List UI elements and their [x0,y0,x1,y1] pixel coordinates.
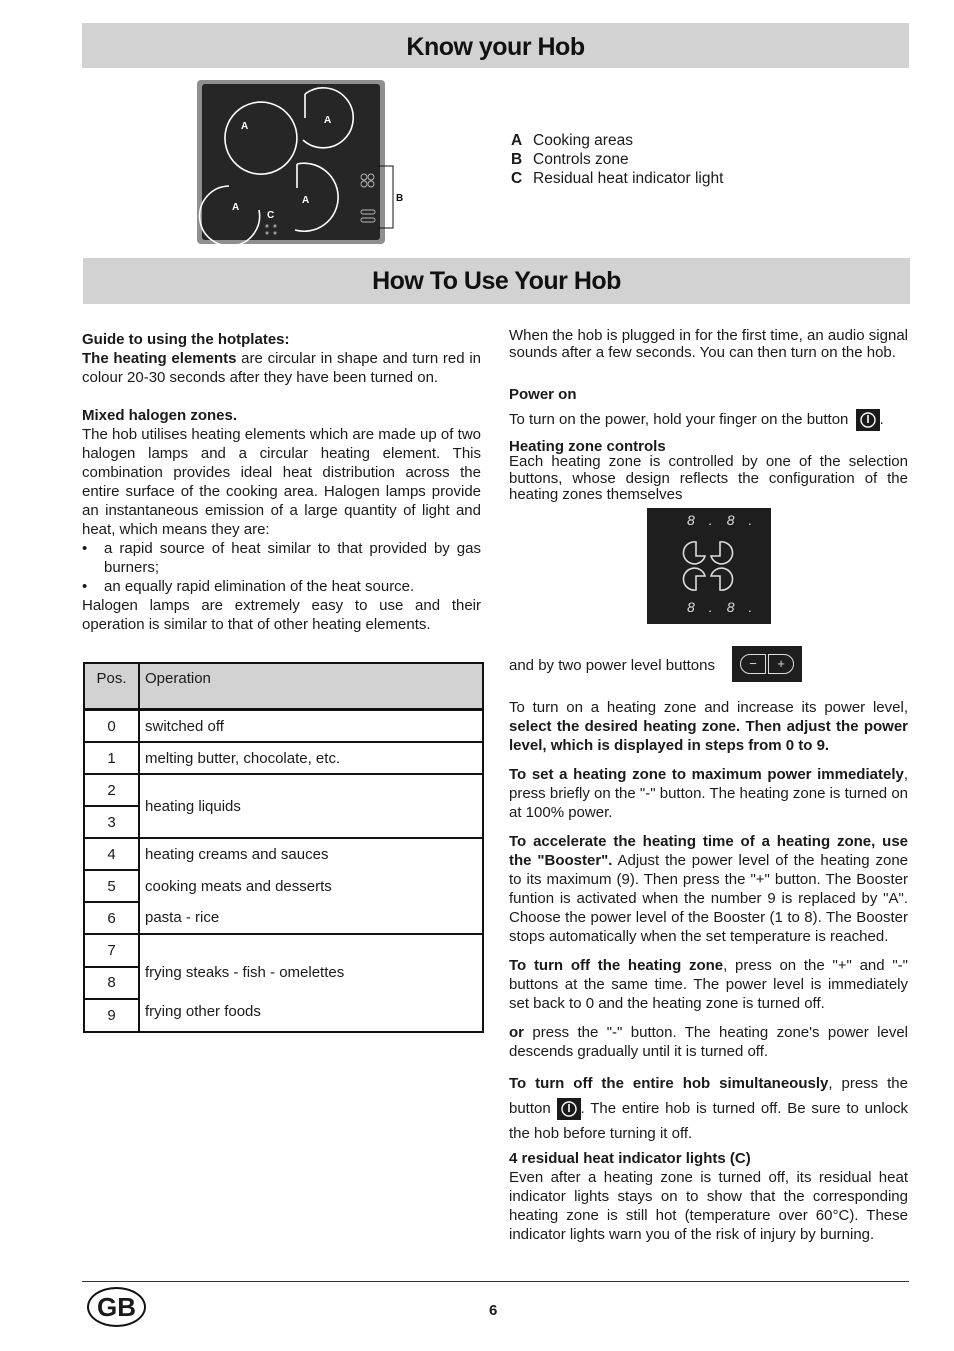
hob-label-a4: A [302,195,310,206]
turn-on-paragraph: To turn on a heating zone and increase its power level, select the desired heating zone. Then adjust the power level, which is displayed in steps from 0 to 9. [509,699,908,754]
hob-label-b: B [396,193,404,204]
turn-off-hob-paragraph: To turn off the entire hob simultaneously, press the button . The entire hob is turned off. Be sure to unlock the hob before turning it off. [509,1075,908,1142]
table-cell-op: cooking meats and desserts [139,870,483,902]
residual-title: 4 residual heat indicator lights (C) [509,1150,751,1167]
legend-item-b: B Controls zone [511,151,629,168]
power-buttons-text: and by two power level buttons [509,657,715,674]
max-power-paragraph: To set a heating zone to maximum power immediately, press briefly on the "-" button. The heating zone is turned on at 100% power. [509,766,908,821]
hob-label-a3: A [232,202,240,213]
minus-button-icon: − [740,654,766,674]
power-button-icon [856,409,880,431]
guide-title: Guide to using the hotplates: [82,331,290,348]
or-paragraph: or press the "-" button. The heating zone's power level descends gradually until it is turned off. [509,1024,908,1060]
table-cell-pos: 9 [84,999,139,1032]
left-column [82,330,481,634]
zone-selector-display [647,508,771,624]
residual-paragraph: Even after a heating zone is turned off, its residual heat indicator lights stays on to show that the corresponding heating zone is still hot (temperature over 60°C). These indicator lights warn you of the risk of injury by burning. [509,1169,908,1243]
table-head-pos: Pos. [84,663,139,710]
mixed-paragraph: The hob utilises heating elements which are made up of two halogen lamps and a circular heating element. This combination provides ideal heat distribution across the entire surface of the cooking area. Halogen lamps provide an instantaneous emission of a large quantity of light and heat, which means they are: [82,426,481,538]
bullet-item: • a rapid source of heat similar to that provided by gas burners; [82,540,481,576]
how-to-use-banner: How To Use Your Hob [83,258,910,304]
table-cell-op: frying steaks - fish - omelettes frying other foods [139,934,483,1032]
table-cell-op: pasta - rice [139,902,483,934]
table-head-operation: Operation [139,663,483,710]
table-cell-op: switched off [139,710,483,743]
power-on-paragraph: To turn on the power, hold your finger on the button . [509,409,909,431]
hob-diagram [193,78,413,248]
table-cell-pos: 2 [84,774,139,806]
zone-controls-title: Heating zone controls [509,438,666,455]
table-cell-pos: 5 [84,870,139,902]
table-cell-op: heating creams and sauces [139,838,483,870]
bullet-item: • an equally rapid elimination of the heat source. [82,578,415,595]
halogen-paragraph: Halogen lamps are extremely easy to use and their operation is similar to that of other heating elements. [82,597,481,633]
intro-paragraph: When the hob is plugged in for the first time, an audio signal sounds after a few seconds. You can then turn on the hob. [509,327,908,361]
table-cell-pos: 7 [84,934,139,967]
zone-selector-icon [680,538,740,594]
table-cell-pos: 6 [84,902,139,934]
hob-legend [511,131,723,188]
gb-language-badge: GB [87,1287,146,1327]
table-cell-pos: 3 [84,806,139,838]
table-cell-pos: 8 [84,967,139,1000]
legend-item-a: A Cooking areas [511,132,633,149]
legend-item-c: C Residual heat indicator light [511,170,724,187]
booster-paragraph: To accelerate the heating time of a heating zone, use the "Booster". Adjust the power level of the heating zone to its maximum (9). Then press the "+" button. The Booster funtion is activated when the number 9 is replaced by "A". Choose the power level of the Booster (1 to 8). The Booster stops automatically when the set temperature is reached. [509,833,909,945]
heating-paragraph: The heating elements are circular in shape and turn red in colour 20-30 seconds after they have been turned on. [82,350,481,386]
hob-label-c: C [267,210,275,221]
mixed-title: Mixed halogen zones. [82,407,238,424]
page-number: 6 [489,1302,498,1319]
footer-divider [82,1281,909,1282]
table-cell-pos: 4 [84,838,139,870]
display-digit: 8.8. [687,512,767,528]
table-cell-pos: 0 [84,710,139,743]
table-cell-op: melting butter, chocolate, etc. [139,742,483,774]
turn-off-zone-paragraph: To turn off the heating zone, press on the "+" and "-" buttons at the same time. The power level is immediately set back to 0 and the heating zone is turned off. [509,957,908,1012]
power-on-title: Power on [509,386,577,403]
power-level-buttons-icon [732,646,802,682]
know-your-hob-banner: Know your Hob [82,23,909,68]
plus-button-icon: + [768,654,794,674]
table-cell-op: heating liquids [139,774,483,838]
hob-label-a2: A [324,115,332,126]
table-cell-pos: 1 [84,742,139,774]
power-level-table [83,662,484,1033]
hob-label-a1: A [241,121,249,132]
power-button-icon [557,1098,581,1120]
display-digit: 8.8. [687,599,767,615]
zone-controls-paragraph: Each heating zone is controlled by one of the selection buttons, whose design reflects the configuration of the heating zones themselves [509,453,908,503]
